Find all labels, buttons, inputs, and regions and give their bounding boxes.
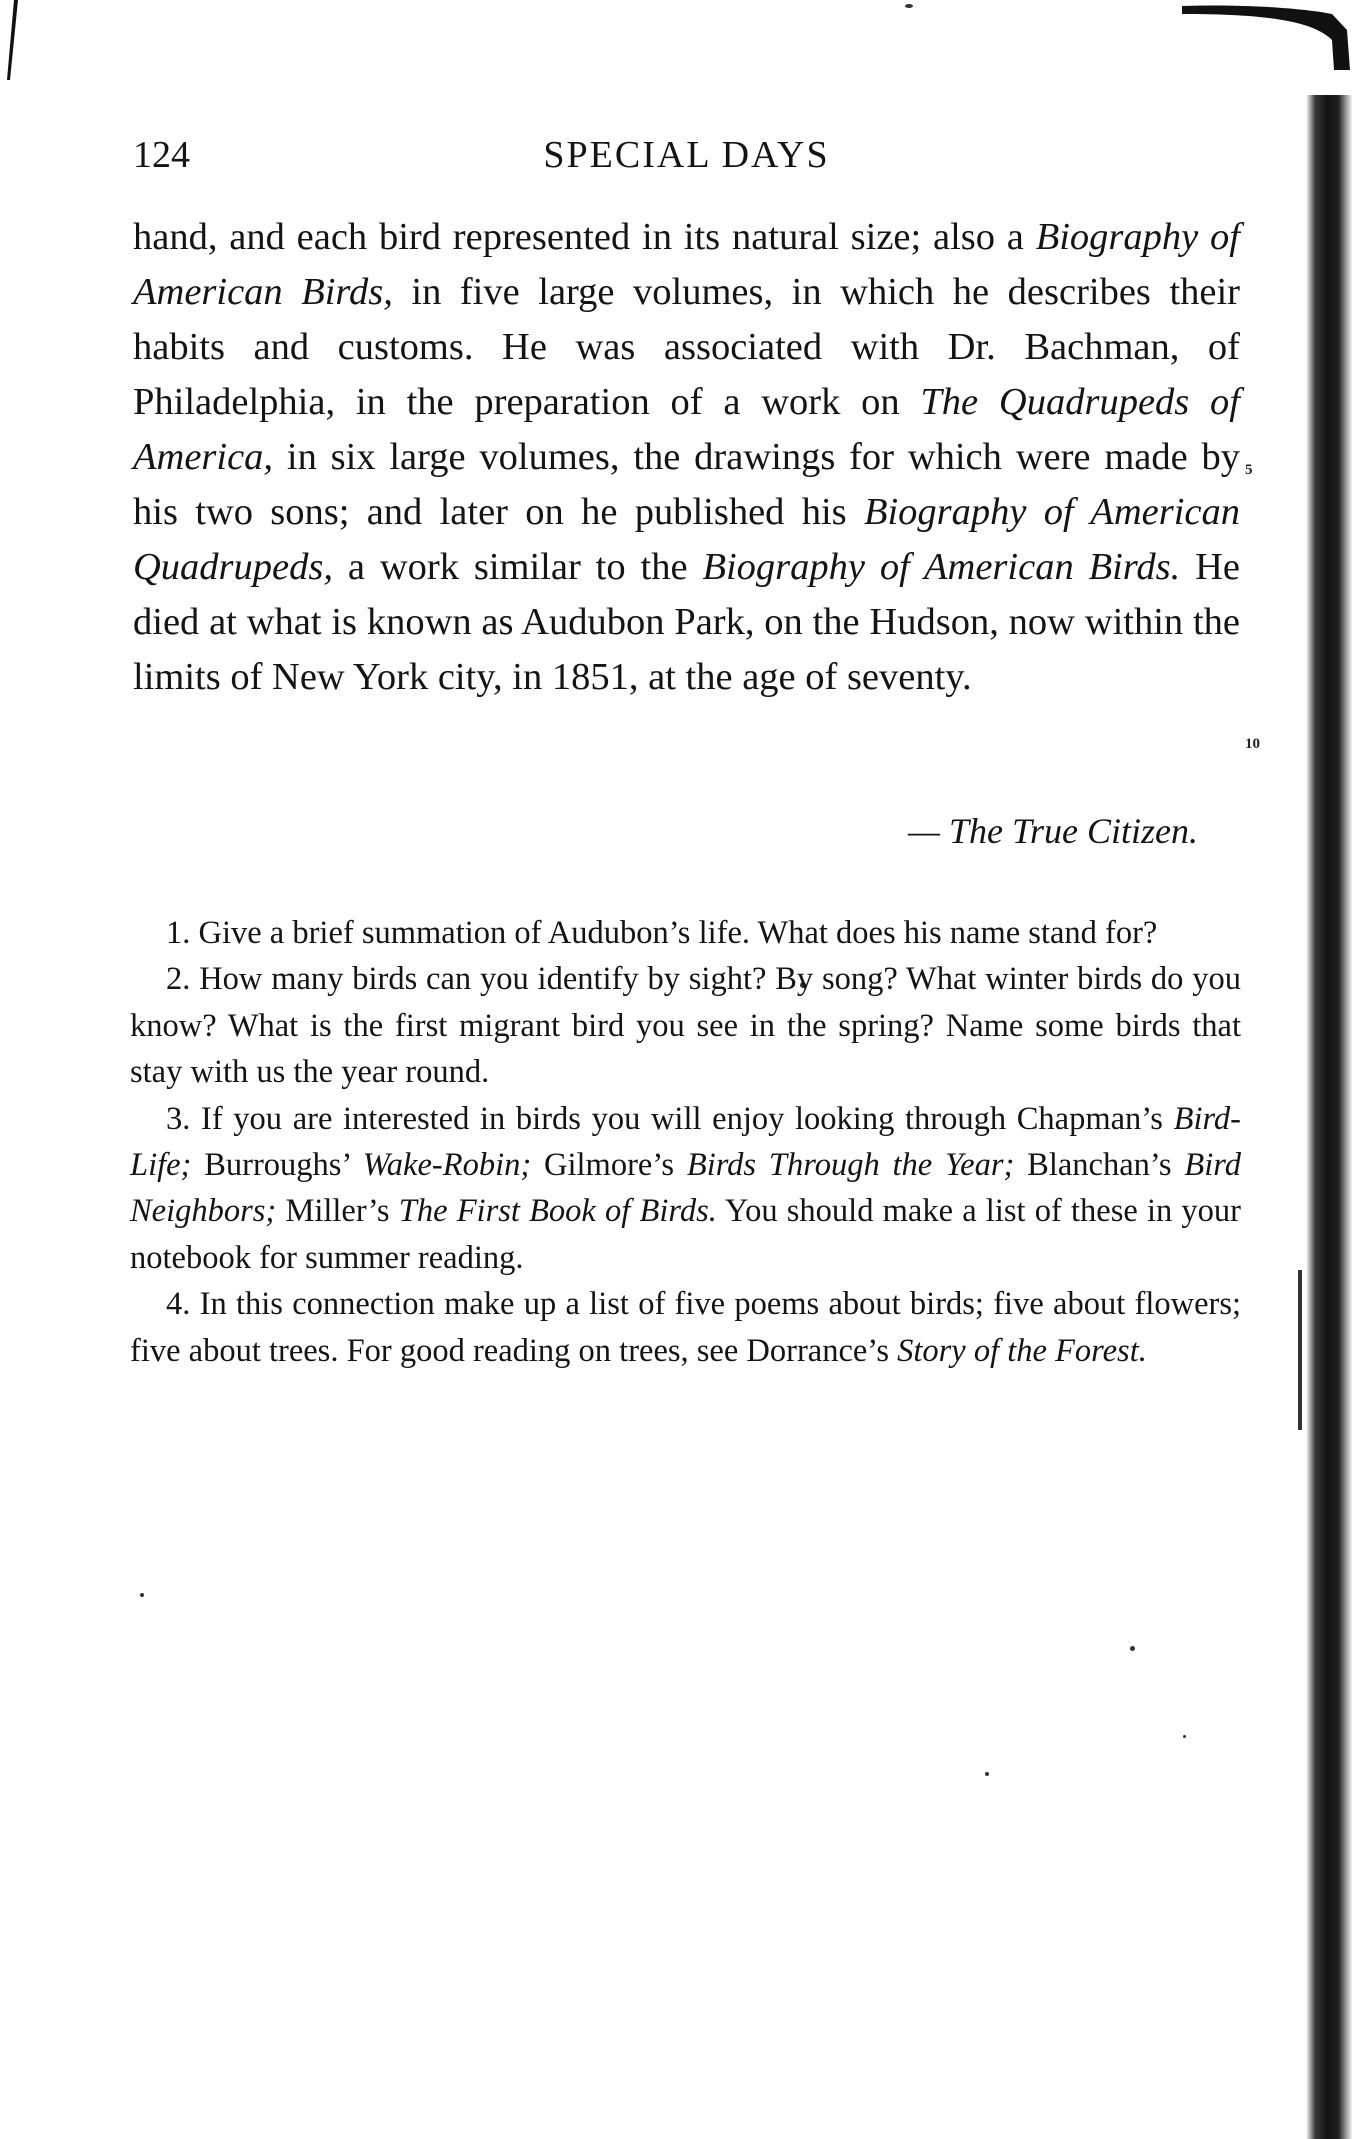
book-title-quadrupeds: The Quadrupeds of America, bbox=[133, 381, 1241, 478]
body-text-3: in six large volumes, the drawings for which were made by his two sons; and later on he published his bbox=[133, 436, 1240, 533]
attribution: — The True Citizen. bbox=[907, 811, 1198, 851]
scan-speck bbox=[1130, 1646, 1135, 1651]
q3-text-6: You should make a list of these in your notebook for summer reading. bbox=[130, 1193, 1241, 1276]
line-number-10: 10 bbox=[1245, 736, 1260, 752]
scan-speck bbox=[985, 1772, 989, 1776]
book-title-biography-birds-2: Biography of American Birds. bbox=[702, 546, 1181, 588]
running-title: SPECIAL DAYS bbox=[543, 134, 830, 176]
q3-text-5: Miller’s bbox=[276, 1193, 399, 1230]
scan-speck bbox=[905, 4, 913, 8]
page-edge-line bbox=[1298, 1270, 1302, 1430]
q3-text-1: 3. If you are interested in birds you will enjoy looking through Chapman’s bbox=[166, 1100, 1174, 1137]
question-1: 1. Give a brief summation of Audubon’s life. What does his name stand for? bbox=[166, 915, 1158, 951]
page-corner-mark bbox=[1182, 0, 1352, 70]
line-number-5: 5 bbox=[1245, 462, 1253, 478]
body-text-5: He died at what is known as Audubon Park, on the Hudson, now within the limits of New York city, in 1851, at the age of seventy. bbox=[133, 546, 1240, 698]
body-text-4: a work similar to the bbox=[332, 546, 703, 588]
q3-title-first-book-birds: The First Book of Birds. bbox=[398, 1193, 717, 1230]
q4-title-story-forest: Story of the Forest. bbox=[897, 1332, 1147, 1369]
q3-text-3: Gilmore’s bbox=[531, 1147, 687, 1184]
body-text-1: hand, and each bird represented in its natural size; also a bbox=[133, 216, 1036, 258]
question-4 bbox=[130, 1281, 1241, 1374]
q3-title-bird-neighbors: Bird Neighbors; bbox=[130, 1147, 1241, 1230]
q3-text-2: Burroughs’ bbox=[191, 1147, 363, 1184]
book-title-biography-quadrupeds: Biography of American Quadrupeds, bbox=[133, 491, 1240, 588]
study-questions bbox=[130, 910, 1241, 1374]
q3-text-4: Blanchan’s bbox=[1014, 1147, 1185, 1184]
question-3 bbox=[130, 1096, 1241, 1282]
q4-text-1: 4. In this connection make up a list of five poems about birds; five about flowers; five about trees. For good reading on trees, see Dorrance’s bbox=[130, 1286, 1241, 1369]
margin-tick-mark bbox=[6, 0, 18, 80]
book-title-biography-birds: Biography of American Birds, bbox=[133, 216, 1240, 313]
q3-title-bird-life: Bird-Life; bbox=[130, 1100, 1241, 1184]
question-2: 2. How many birds can you identify by sight? By song? What winter birds do you know? What is the first migrant bird you see in the spring? Name some birds that stay with us the year round. bbox=[130, 961, 1241, 1091]
body-paragraph bbox=[133, 210, 1240, 705]
page-header bbox=[133, 133, 1240, 181]
body-text-2: in five large volumes, in which he describes their habits and customs. He was associated with Dr. Bachman, of Philadelphia, in the preparation of a work on bbox=[133, 271, 1240, 423]
scan-speck bbox=[140, 1593, 144, 1597]
q3-title-wake-robin: Wake-Robin; bbox=[362, 1147, 532, 1184]
scan-speck bbox=[1183, 1735, 1186, 1738]
page-edge-shadow bbox=[1306, 95, 1352, 2139]
q3-title-birds-through-year: Birds Through the Year; bbox=[686, 1147, 1015, 1184]
page-number: 124 bbox=[133, 134, 190, 176]
